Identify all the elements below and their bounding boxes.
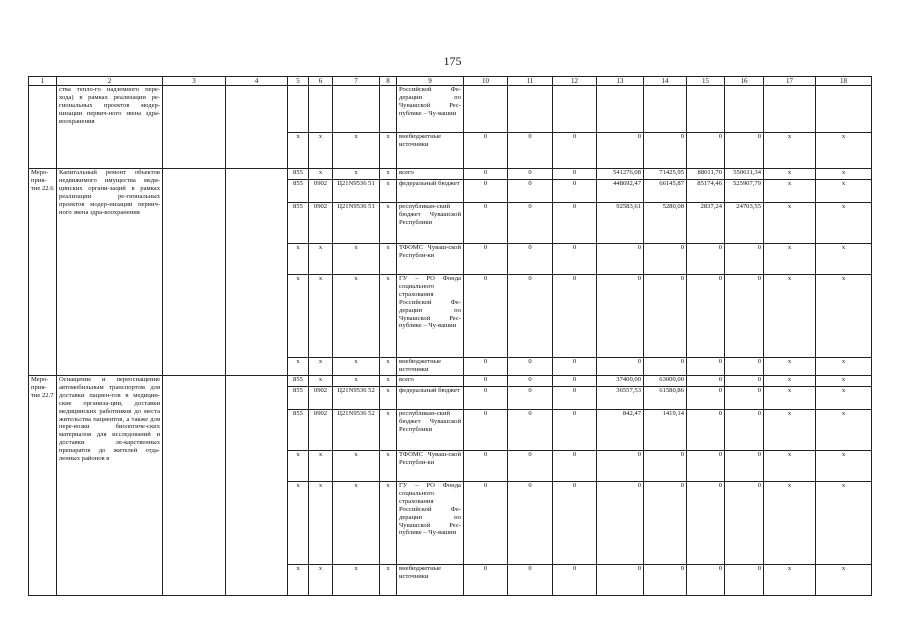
amount-cell	[687, 86, 725, 133]
amount-cell: 0	[687, 482, 725, 565]
amount-cell: 525907,79	[725, 180, 764, 203]
amount-cell: 0	[553, 203, 597, 244]
measure-label: Меро-прия-тие 22.6	[29, 169, 57, 376]
amount-cell: 0	[687, 565, 725, 596]
section-code: x	[309, 133, 333, 169]
empty-cell	[163, 376, 226, 596]
section-code: x	[309, 169, 333, 180]
expense-type-code: x	[380, 275, 397, 358]
expense-type-code: x	[380, 133, 397, 169]
target-article-code: Ц21N9536 51	[333, 180, 380, 203]
amount-cell: x	[816, 387, 872, 410]
grbs-code: 855	[288, 180, 309, 203]
amount-cell: x	[816, 203, 872, 244]
grbs-code: 855	[288, 387, 309, 410]
amount-cell: 0	[644, 275, 687, 358]
amount-cell: 0	[508, 451, 553, 482]
amount-cell: 0	[597, 275, 644, 358]
amount-cell: 0	[553, 565, 597, 596]
target-article-code: Ц21N9536 51	[333, 203, 380, 244]
amount-cell: 0	[464, 180, 508, 203]
amount-cell: 0	[464, 203, 508, 244]
amount-cell: 0	[464, 387, 508, 410]
amount-cell: 0	[464, 482, 508, 565]
empty-cell	[163, 169, 226, 376]
amount-cell: 0	[553, 358, 597, 376]
target-article-code: x	[333, 244, 380, 275]
header-row	[29, 77, 872, 86]
amount-cell: x	[816, 133, 872, 169]
amount-cell: x	[764, 244, 816, 275]
expense-type-code: x	[380, 169, 397, 180]
amount-cell: 0	[687, 275, 725, 358]
amount-cell: 0	[644, 133, 687, 169]
empty-cell	[226, 169, 288, 376]
amount-cell: 0	[687, 358, 725, 376]
amount-cell: 0	[644, 244, 687, 275]
header-cell: 4	[226, 77, 288, 86]
amount-cell: 0	[464, 410, 508, 451]
amount-cell: 0	[508, 376, 553, 387]
amount-cell: 0	[725, 451, 764, 482]
expense-type-code: x	[380, 451, 397, 482]
header-cell: 9	[397, 77, 464, 86]
amount-cell: x	[764, 410, 816, 451]
amount-cell: 0	[508, 565, 553, 596]
amount-cell: x	[816, 482, 872, 565]
amount-cell: x	[764, 387, 816, 410]
header-cell: 1	[29, 77, 57, 86]
amount-cell: 0	[508, 133, 553, 169]
amount-cell: 0	[553, 387, 597, 410]
amount-cell: x	[816, 358, 872, 376]
amount-cell: x	[764, 169, 816, 180]
measure-label: Меро-прия-тие 22.7	[29, 376, 57, 596]
measure-name: ства тепло-го надземного пере-хода) в рамках реализации ре-гиональных проектов модер-низации первич-ного звена здра-воохранения	[57, 86, 163, 169]
amount-cell: 85174,46	[687, 180, 725, 203]
amount-cell: 71425,95	[644, 169, 687, 180]
grbs-code: 855	[288, 203, 309, 244]
amount-cell: 0	[725, 133, 764, 169]
amount-cell: 0	[687, 133, 725, 169]
header-cell: 13	[597, 77, 644, 86]
amount-cell: 0	[644, 565, 687, 596]
target-article-code: Ц21N9536 52	[333, 387, 380, 410]
measure-name: Капитальный ремонт объектов недвижимого имущества меди-цинских органи-заций в рамках реализации ре-гиональных проектов модер-низации первич-ного звена здра-воохранения	[57, 169, 163, 376]
amount-cell: 0	[464, 244, 508, 275]
amount-cell: x	[764, 482, 816, 565]
grbs-code: x	[288, 358, 309, 376]
amount-cell	[508, 86, 553, 133]
amount-cell: 541276,08	[597, 169, 644, 180]
expense-type-code: x	[380, 180, 397, 203]
amount-cell: 0	[553, 133, 597, 169]
amount-cell: 0	[464, 358, 508, 376]
amount-cell: 24703,55	[725, 203, 764, 244]
funding-source: всего	[397, 169, 464, 180]
amount-cell: x	[816, 376, 872, 387]
amount-cell: 0	[644, 358, 687, 376]
amount-cell: 0	[508, 275, 553, 358]
header-cell: 5	[288, 77, 309, 86]
expense-type-code: x	[380, 203, 397, 244]
table-row	[29, 169, 872, 180]
amount-cell: 0	[644, 451, 687, 482]
target-article-code: x	[333, 565, 380, 596]
header-cell: 17	[764, 77, 816, 86]
header-cell: 14	[644, 77, 687, 86]
amount-cell: 0	[725, 358, 764, 376]
amount-cell	[816, 86, 872, 133]
amount-cell: 0	[464, 451, 508, 482]
grbs-code	[288, 86, 309, 133]
amount-cell: 0	[597, 244, 644, 275]
amount-cell	[464, 86, 508, 133]
target-article-code: x	[333, 358, 380, 376]
funding-source: внебюджетные источники	[397, 565, 464, 596]
amount-cell: 0	[597, 451, 644, 482]
expense-type-code: x	[380, 565, 397, 596]
grbs-code: x	[288, 275, 309, 358]
grbs-code: 855	[288, 376, 309, 387]
expense-type-code: x	[380, 244, 397, 275]
amount-cell: 88011,70	[687, 169, 725, 180]
section-code: 0902	[309, 410, 333, 451]
amount-cell: 550611,34	[725, 169, 764, 180]
amount-cell: 0	[597, 565, 644, 596]
amount-cell: 0	[508, 482, 553, 565]
header-cell: 16	[725, 77, 764, 86]
table-row	[29, 86, 872, 133]
amount-cell: 63000,00	[644, 376, 687, 387]
amount-cell: 0	[553, 169, 597, 180]
table-row	[29, 376, 872, 387]
amount-cell: 0	[508, 244, 553, 275]
measure-label	[29, 86, 57, 169]
amount-cell: 0	[553, 275, 597, 358]
amount-cell: 0	[725, 244, 764, 275]
funding-source: ГУ – РО Фонда социального страхования Российской Фе-дерации по Чувашской Рес-публике – Чу-вашии	[397, 482, 464, 565]
amount-cell: 0	[725, 410, 764, 451]
amount-cell: 0	[597, 133, 644, 169]
section-code: x	[309, 451, 333, 482]
amount-cell	[764, 86, 816, 133]
section-code: x	[309, 358, 333, 376]
section-code: x	[309, 244, 333, 275]
amount-cell: 5280,08	[644, 203, 687, 244]
expense-type-code	[380, 86, 397, 133]
expense-type-code: x	[380, 410, 397, 451]
amount-cell: 0	[464, 275, 508, 358]
funding-source: внебюджетные источники	[397, 133, 464, 169]
amount-cell: 0	[687, 410, 725, 451]
amount-cell	[644, 86, 687, 133]
amount-cell: x	[764, 203, 816, 244]
funding-source: федеральный бюджет	[397, 180, 464, 203]
header-cell: 15	[687, 77, 725, 86]
amount-cell: 0	[687, 387, 725, 410]
funding-source: ТФОМС Чуваш-ской Республи-ки	[397, 244, 464, 275]
amount-cell: 0	[644, 482, 687, 565]
amount-cell: 0	[508, 410, 553, 451]
amount-cell: x	[764, 180, 816, 203]
amount-cell: 0	[464, 133, 508, 169]
amount-cell: 92583,61	[597, 203, 644, 244]
section-code: 0902	[309, 387, 333, 410]
amount-cell: 0	[725, 376, 764, 387]
empty-cell	[226, 86, 288, 169]
amount-cell: 0	[553, 451, 597, 482]
section-code: 0902	[309, 203, 333, 244]
amount-cell: x	[816, 565, 872, 596]
amount-cell: 0	[553, 410, 597, 451]
funding-source: всего	[397, 376, 464, 387]
grbs-code: x	[288, 565, 309, 596]
expense-type-code: x	[380, 358, 397, 376]
expense-type-code: x	[380, 376, 397, 387]
amount-cell: 842,47	[597, 410, 644, 451]
funding-source: Российской Фе-дерации по Чувашской Рес-публике – Чу-вашии	[397, 86, 464, 133]
grbs-code: x	[288, 451, 309, 482]
target-article-code: Ц21N9536 52	[333, 410, 380, 451]
header-cell: 12	[553, 77, 597, 86]
amount-cell: 0	[508, 358, 553, 376]
amount-cell: 0	[553, 244, 597, 275]
expense-type-code: x	[380, 482, 397, 565]
amount-cell: 0	[508, 203, 553, 244]
target-article-code: x	[333, 169, 380, 180]
amount-cell: x	[764, 376, 816, 387]
grbs-code: x	[288, 482, 309, 565]
amount-cell: 0	[687, 376, 725, 387]
target-article-code: x	[333, 376, 380, 387]
amount-cell: x	[816, 180, 872, 203]
budget-table	[28, 76, 872, 596]
amount-cell: 0	[508, 169, 553, 180]
target-article-code	[333, 86, 380, 133]
page-number: 175	[443, 54, 462, 68]
header-cell: 10	[464, 77, 508, 86]
funding-source: республикан-ский бюджет Чувашской Республики	[397, 203, 464, 244]
measure-name: Оснащение и переоснащение автомобильным транспортом для доставки пациен-тов в медицин-ские организа-ции, доставки медицинских работников до места жительства пациентов, а также для пере-возки биологиче-ских материалов для исследований и доставки ле-карственных препаратов до жителей отда-ленных районов в	[57, 376, 163, 596]
amount-cell: 1419,14	[644, 410, 687, 451]
empty-cell	[163, 86, 226, 169]
funding-source: федеральный бюджет	[397, 387, 464, 410]
amount-cell: 66145,87	[644, 180, 687, 203]
amount-cell: x	[764, 358, 816, 376]
amount-cell: 0	[464, 376, 508, 387]
grbs-code: 855	[288, 169, 309, 180]
amount-cell: 2837,24	[687, 203, 725, 244]
amount-cell: 0	[508, 387, 553, 410]
target-article-code: x	[333, 133, 380, 169]
funding-source: ГУ – РО Фонда социального страхования Российской Фе-дерации по Чувашской Рес-публике – Чу-вашии	[397, 275, 464, 358]
amount-cell: x	[816, 410, 872, 451]
grbs-code: x	[288, 244, 309, 275]
grbs-code: x	[288, 133, 309, 169]
header-cell: 3	[163, 77, 226, 86]
header-cell: 2	[57, 77, 163, 86]
target-article-code: x	[333, 482, 380, 565]
amount-cell: 37400,00	[597, 376, 644, 387]
header-cell: 8	[380, 77, 397, 86]
amount-cell: x	[816, 244, 872, 275]
amount-cell	[553, 86, 597, 133]
amount-cell: 448692,47	[597, 180, 644, 203]
expense-type-code: x	[380, 387, 397, 410]
header-cell: 11	[508, 77, 553, 86]
amount-cell: x	[764, 133, 816, 169]
amount-cell: 0	[687, 451, 725, 482]
amount-cell: x	[816, 275, 872, 358]
section-code	[309, 86, 333, 133]
amount-cell: 0	[597, 482, 644, 565]
amount-cell: 0	[725, 387, 764, 410]
amount-cell: 0	[687, 244, 725, 275]
amount-cell: x	[764, 451, 816, 482]
amount-cell	[597, 86, 644, 133]
section-code: x	[309, 565, 333, 596]
target-article-code: x	[333, 275, 380, 358]
amount-cell: 61580,86	[644, 387, 687, 410]
amount-cell: 36557,53	[597, 387, 644, 410]
header-cell: 6	[309, 77, 333, 86]
funding-source: ТФОМС Чуваш-ской Республи-ки	[397, 451, 464, 482]
amount-cell: 0	[553, 482, 597, 565]
amount-cell	[725, 86, 764, 133]
amount-cell: 0	[553, 180, 597, 203]
amount-cell: 0	[553, 376, 597, 387]
amount-cell: 0	[725, 482, 764, 565]
amount-cell: 0	[508, 180, 553, 203]
amount-cell: x	[764, 275, 816, 358]
header-cell: 7	[333, 77, 380, 86]
grbs-code: 855	[288, 410, 309, 451]
amount-cell: 0	[597, 358, 644, 376]
amount-cell: 0	[464, 565, 508, 596]
amount-cell: 0	[725, 565, 764, 596]
amount-cell: x	[764, 565, 816, 596]
section-code: x	[309, 482, 333, 565]
amount-cell: x	[816, 169, 872, 180]
header-cell: 18	[816, 77, 872, 86]
funding-source: республикан-ский бюджет Чувашской Республики	[397, 410, 464, 451]
amount-cell: 0	[464, 169, 508, 180]
section-code: x	[309, 275, 333, 358]
funding-source: внебюджетные источники	[397, 358, 464, 376]
target-article-code: x	[333, 451, 380, 482]
section-code: 0902	[309, 180, 333, 203]
amount-cell: 0	[725, 275, 764, 358]
amount-cell: x	[816, 451, 872, 482]
empty-cell	[226, 376, 288, 596]
section-code: x	[309, 376, 333, 387]
